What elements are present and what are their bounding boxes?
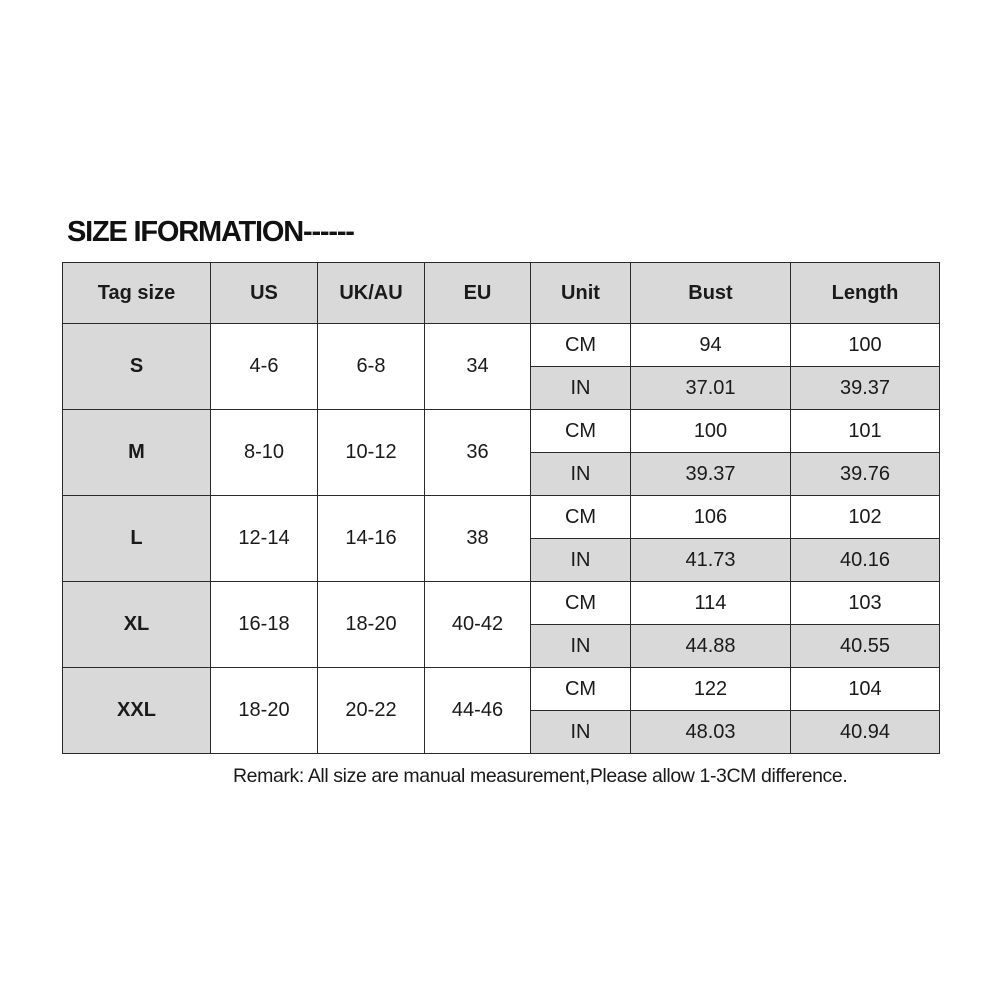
table-row [63,496,940,539]
length-cell: 104 [791,668,940,711]
bust-cell: 100 [631,410,791,453]
table-row [63,324,940,367]
us-size-cell: 4-6 [211,324,318,410]
tag-size-cell: S [63,324,211,410]
bust-cell: 48.03 [631,711,791,754]
eu-size-cell: 36 [425,410,531,496]
table-row [63,582,940,625]
unit-cell: CM [531,582,631,625]
bust-cell: 106 [631,496,791,539]
unit-cell: IN [531,453,631,496]
unit-cell: CM [531,410,631,453]
header-us: US [211,263,318,324]
unit-cell: CM [531,496,631,539]
length-cell: 40.16 [791,539,940,582]
length-cell: 40.55 [791,625,940,668]
table-row [63,410,940,453]
tag-size-cell: M [63,410,211,496]
header-eu: EU [425,263,531,324]
unit-cell: IN [531,539,631,582]
tag-size-cell: XXL [63,668,211,754]
unit-cell: CM [531,668,631,711]
us-size-cell: 16-18 [211,582,318,668]
uk-au-size-cell: 6-8 [318,324,425,410]
bust-cell: 94 [631,324,791,367]
bust-cell: 44.88 [631,625,791,668]
header-length: Length [791,263,940,324]
header-tag-size: Tag size [63,263,211,324]
us-size-cell: 8-10 [211,410,318,496]
bust-cell: 122 [631,668,791,711]
tag-size-cell: XL [63,582,211,668]
header-uk-au: UK/AU [318,263,425,324]
unit-cell: CM [531,324,631,367]
length-cell: 100 [791,324,940,367]
eu-size-cell: 38 [425,496,531,582]
length-cell: 39.76 [791,453,940,496]
bust-cell: 39.37 [631,453,791,496]
bust-cell: 114 [631,582,791,625]
header-unit: Unit [531,263,631,324]
length-cell: 102 [791,496,940,539]
eu-size-cell: 34 [425,324,531,410]
page-title: SIZE IFORMATION------ [67,216,354,248]
us-size-cell: 18-20 [211,668,318,754]
bust-cell: 41.73 [631,539,791,582]
us-size-cell: 12-14 [211,496,318,582]
uk-au-size-cell: 18-20 [318,582,425,668]
tag-size-cell: L [63,496,211,582]
length-cell: 40.94 [791,711,940,754]
size-table [62,262,940,754]
uk-au-size-cell: 10-12 [318,410,425,496]
header-row [63,263,940,324]
length-cell: 39.37 [791,367,940,410]
remark-note: Remark: All size are manual measurement,Please allow 1-3CM difference. [233,765,848,787]
eu-size-cell: 44-46 [425,668,531,754]
uk-au-size-cell: 14-16 [318,496,425,582]
unit-cell: IN [531,625,631,668]
unit-cell: IN [531,367,631,410]
table-row [63,668,940,711]
length-cell: 103 [791,582,940,625]
unit-cell: IN [531,711,631,754]
bust-cell: 37.01 [631,367,791,410]
header-bust: Bust [631,263,791,324]
length-cell: 101 [791,410,940,453]
uk-au-size-cell: 20-22 [318,668,425,754]
eu-size-cell: 40-42 [425,582,531,668]
